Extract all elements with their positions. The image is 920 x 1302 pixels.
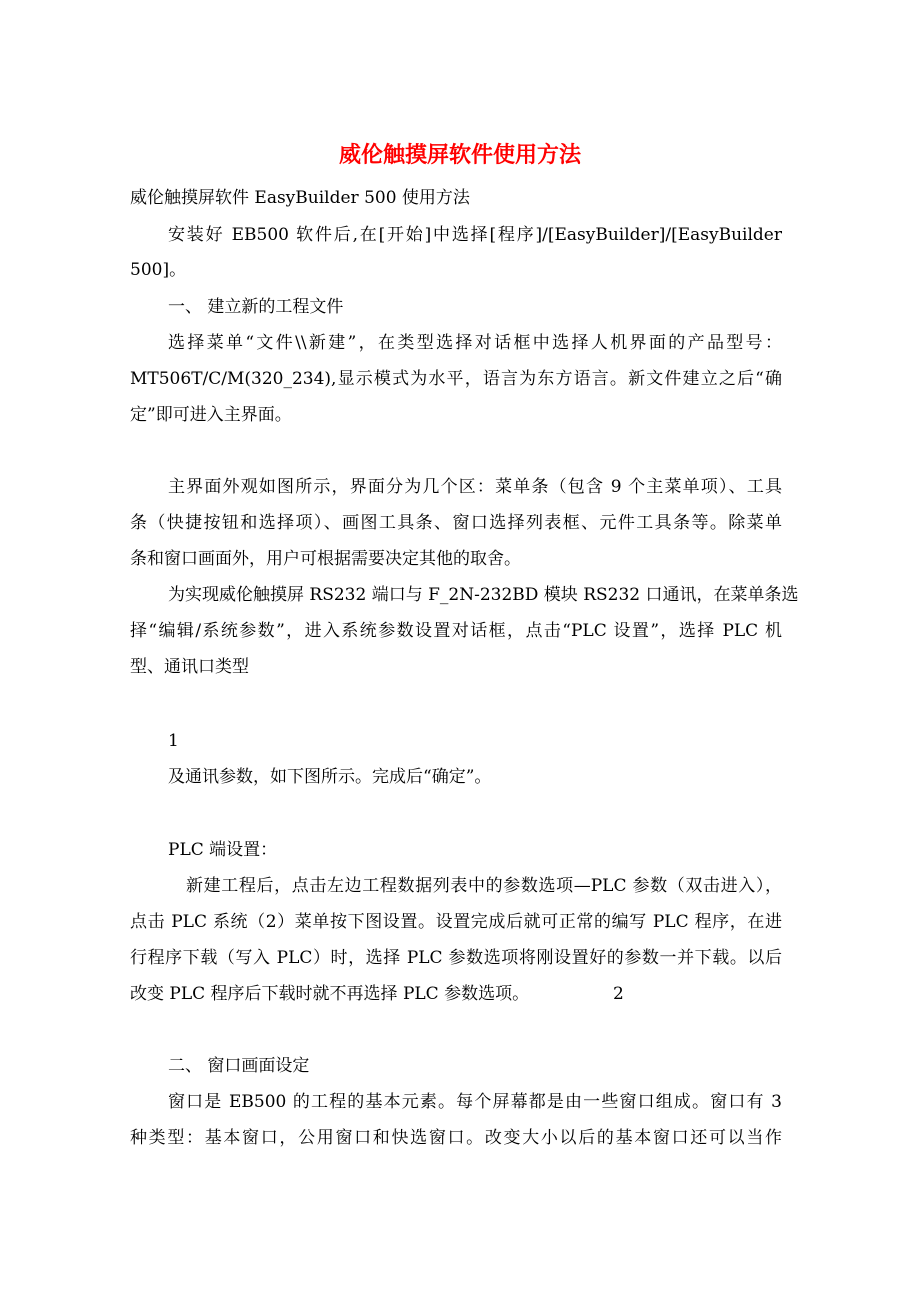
figure-reference-2: 2 xyxy=(613,984,624,1004)
section-1-paragraph-2-line-2: 条（快捷按钮和选择项）、画图工具条、窗口选择列表框、元件工具条等。除菜单 xyxy=(130,513,782,533)
section-1-paragraph-1-line-2: MT506T/C/M(320_234),显示模式为水平，语言为东方语言。新文件建立之后“确 xyxy=(130,369,782,389)
plc-settings-heading: PLC 端设置： xyxy=(168,840,278,860)
plc-paragraph-line-2: 点击 PLC 系统（2）菜单按下图设置。设置完成后就可正常的编写 PLC 程序，在进 xyxy=(130,912,782,932)
document-title: 威伦触摸屏软件使用方法 xyxy=(338,143,581,168)
section-2-line-2: 种类型：基本窗口，公用窗口和快选窗口。改变大小以后的基本窗口还可以当作 xyxy=(130,1128,782,1148)
subtitle-line: 威伦触摸屏软件 EasyBuilder 500 使用方法 xyxy=(130,188,470,208)
section-1-paragraph-3-line-1: 为实现威伦触摸屏 RS232 端口与 F_2N-232BD 模块 RS232 口通讯，在菜单条选 xyxy=(168,585,799,605)
section-2-heading: 二、 窗口画面设定 xyxy=(168,1056,310,1076)
section-1-paragraph-1-line-1: 选择菜单“文件\\新建”，在类型选择对话框中选择人机界面的产品型号： xyxy=(168,333,782,353)
section-1-paragraph-1-line-3: 定”即可进入主界面。 xyxy=(130,405,292,425)
section-1-paragraph-2-line-3: 条和窗口画面外，用户可根据需要决定其他的取舍。 xyxy=(130,549,521,569)
install-line-1: 安装好 EB500 软件后,在[开始]中选择[程序]/[EasyBuilder]/[EasyBuilder xyxy=(168,225,782,245)
plc-paragraph-line-1: 新建工程后，点击左边工程数据列表中的参数选项—PLC 参数（双击进入）， xyxy=(186,876,782,896)
section-1-paragraph-3-line-2: 择“编辑/系统参数”，进入系统参数设置对话框，点击“PLC 设置”，选择 PLC 机 xyxy=(130,621,782,641)
section-1-paragraph-2-line-1: 主界面外观如图所示，界面分为几个区：菜单条（包含 9 个主菜单项）、工具 xyxy=(168,477,782,497)
figure-reference-1: 1 xyxy=(168,731,179,751)
install-line-2: 500]。 xyxy=(130,260,187,280)
section-1-paragraph-4: 及通讯参数，如下图所示。完成后“确定”。 xyxy=(168,767,492,787)
section-1-paragraph-3-line-3: 型、通讯口类型 xyxy=(130,657,249,677)
section-1-heading: 一、 建立新的工程文件 xyxy=(168,297,344,317)
plc-paragraph-line-3: 行程序下载（写入 PLC）时，选择 PLC 参数选项将刚设置好的参数一并下载。以后 xyxy=(130,948,782,968)
plc-paragraph-line-4: 改变 PLC 程序后下载时就不再选择 PLC 参数选项。 xyxy=(130,984,530,1004)
section-2-line-1: 窗口是 EB500 的工程的基本元素。每个屏幕都是由一些窗口组成。窗口有 3 xyxy=(168,1092,782,1112)
